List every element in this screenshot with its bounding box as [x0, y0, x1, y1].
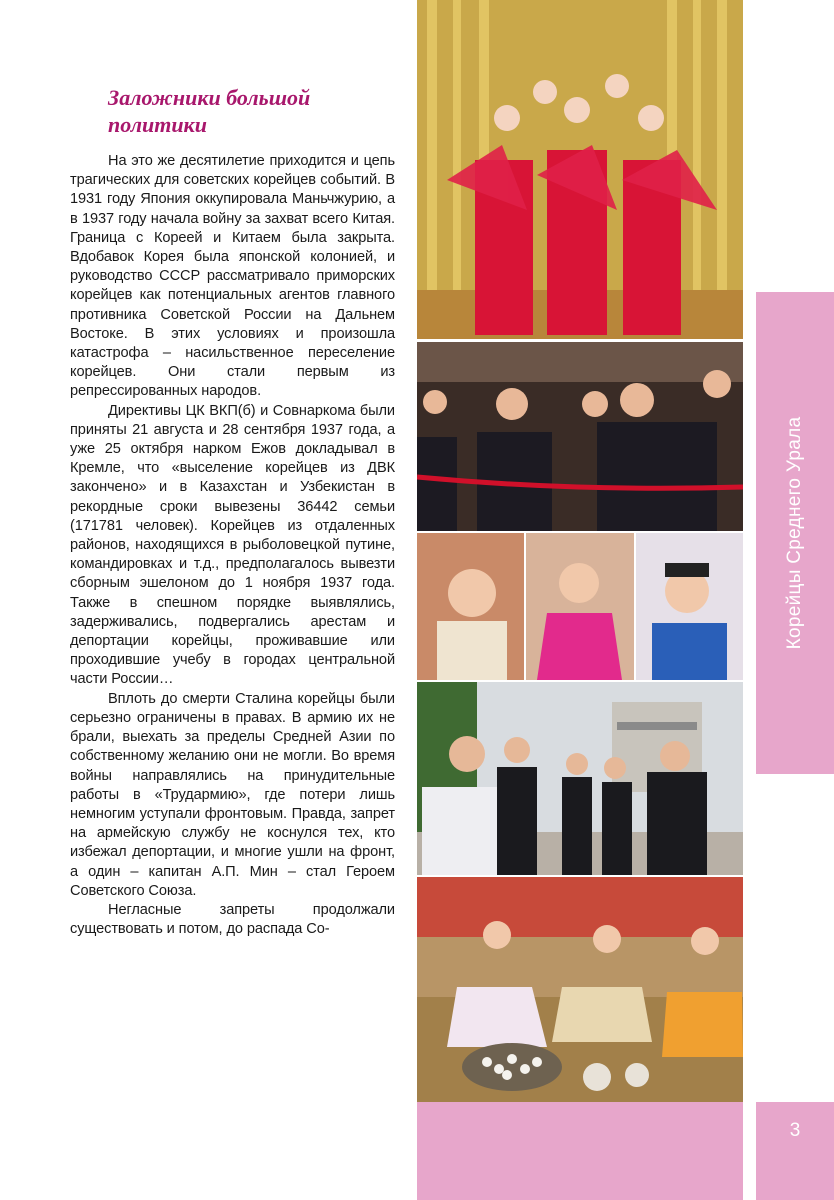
photo-dumplings	[417, 877, 743, 1102]
page-number-tab	[756, 1102, 834, 1200]
paragraph: Негласные запреты продолжали существовать и потом, до распада Со-	[70, 901, 395, 938]
paragraph: На это же десятилетие приходится и цепь трагических для советских корейцев событий. В 1931 году Япония оккупировала Маньчжурию, а в 1937 году начала войну за захват всего Китая. Граница с Кореей и Китаем была закрыта. Вдобавок Корея была японской колонией, и руководство СССР рассматривало приморских корейцев как потенциальных агентов главного противника Советской России на Дальнем Востоке. В этих условиях и произошла катастрофа – насильственное переселение корейцев. Они стали первым из репрессированных народов.	[70, 153, 395, 400]
article-heading: Заложники большой политики	[108, 85, 311, 137]
section-tab	[756, 292, 834, 774]
photo-ribbon-cutting	[417, 342, 743, 531]
photo-fan-dancers	[417, 0, 743, 339]
paragraph: Вплоть до смерти Сталина корейцы были серьезно ограничены в правах. В армию их не брали, выехать за пределы Средней Азии по собственному желанию они не могли. Во время войны направлялись на принудительные работы в «Трудармию», где потери лишь немногим уступали фронтовым. Правда, запрет на армейскую службу не коснулся тех, кто избежал депортации, и многие ушли на фронт, а один – капитан А.П. Мин – стал Героем Советского Союза.	[70, 690, 395, 899]
section-label: Корейцы Среднего Урала	[784, 416, 805, 650]
page-number: 3	[789, 1120, 801, 1141]
decorative-band	[417, 1102, 743, 1200]
photo-children	[417, 533, 743, 680]
paragraph: Директивы ЦК ВКП(б) и Совнаркома были приняты 21 августа и 28 сентября 1937 года, а уже 25 октября нарком Ежов докладывал в Кремле, что «выселение корейцев из ДВК закончено» и в Казахстан и Узбекистан в рекордные сроки вывезены 36442 семьи (171781 человек). Корейцев из отдаленных районов, находящихся в рыболовецкой путине, командировках и т.д., предполагалось вывезти сборным эшелоном до 1 ноября 1937 года. Также в спешном порядке выявлялись, задерживались, подвергались арестам и депортации корейцы, проживавшие или проходившие учебу в городах центральной части России…	[70, 402, 395, 688]
photo-street	[417, 682, 743, 875]
article-body	[70, 152, 395, 939]
